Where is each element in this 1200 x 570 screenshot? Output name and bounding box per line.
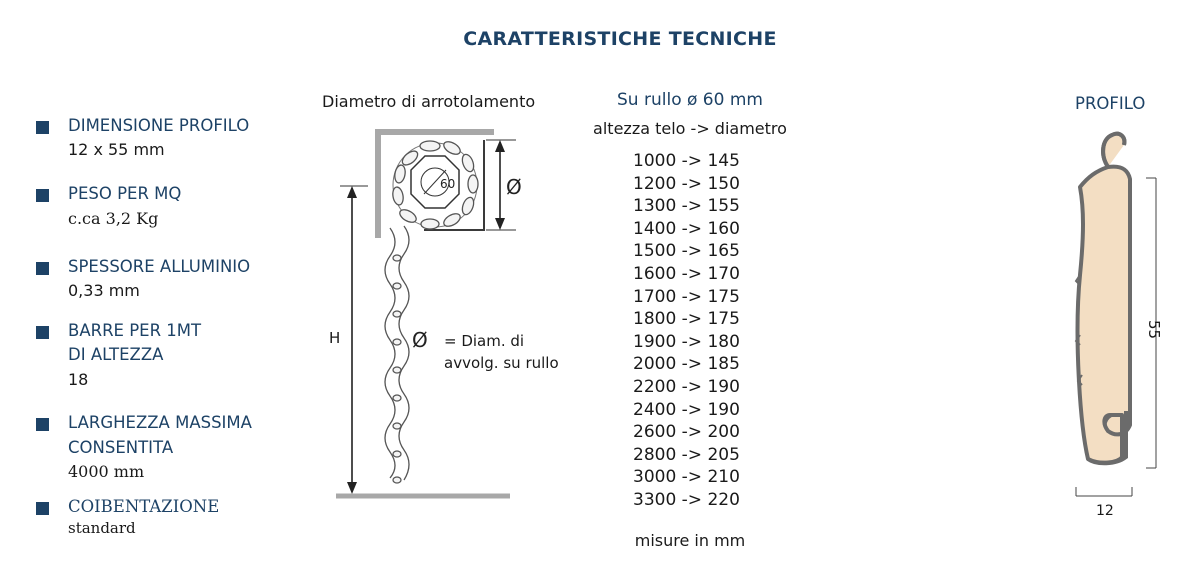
profile-body: [1078, 134, 1130, 463]
legend-line1: = Diam. di: [444, 332, 525, 350]
square-bullet-icon: [36, 326, 49, 339]
table-header: altezza telo -> diametro: [593, 119, 787, 138]
table-row: 1900 -> 180: [633, 331, 740, 352]
profile-title: PROFILO: [1075, 94, 1146, 113]
table-row: 3000 -> 210: [633, 467, 740, 488]
roll-diagram-title: Diametro di arrotolamento: [322, 92, 536, 111]
table-subtitle: Su rullo ø 60 mm: [617, 90, 763, 110]
spec-label: PESO PER MQ: [68, 184, 182, 203]
table-row: 1300 -> 155: [633, 196, 740, 217]
curtain-slats: [385, 226, 409, 483]
profile-width-dimension: 12: [1096, 503, 1114, 519]
table-row: 2400 -> 190: [633, 399, 740, 420]
spec-label-line1: LARGHEZZA MASSIMA: [68, 413, 252, 432]
spec-value: 18: [68, 370, 89, 389]
page-title: CARATTERISTICHE TECNICHE: [463, 28, 777, 50]
table-row: 1500 -> 165: [633, 241, 740, 262]
table-row: 1700 -> 175: [633, 286, 740, 307]
table-row: 1200 -> 150: [633, 173, 740, 194]
profile-height-dimension: 55: [1145, 320, 1163, 340]
table-row: 1400 -> 160: [633, 218, 740, 239]
spec-value: 12 x 55 mm: [68, 140, 165, 159]
spec-value: 4000 mm: [68, 462, 145, 481]
spec-value: 0,33 mm: [68, 281, 140, 300]
spec-label-line2: DI ALTEZZA: [68, 345, 164, 364]
table-row: 2600 -> 200: [633, 422, 740, 443]
spec-label-line1: BARRE PER 1MT: [68, 321, 202, 340]
legend-diameter-symbol: Ø: [412, 328, 428, 352]
square-bullet-icon: [36, 502, 49, 515]
profile-drawing: [1040, 125, 1190, 525]
height-label: H: [329, 329, 341, 347]
square-bullet-icon: [36, 262, 49, 275]
table-row: 2000 -> 185: [633, 354, 740, 375]
table-row: 1000 -> 145: [633, 151, 740, 171]
table-row: 3300 -> 220: [633, 489, 740, 510]
table-row: 1600 -> 170: [633, 263, 740, 284]
square-bullet-icon: [36, 121, 49, 134]
table-row: 2800 -> 205: [633, 444, 740, 465]
diameter-legend: [444, 330, 559, 374]
table-row: 1800 -> 175: [633, 309, 740, 330]
roll-diagram: [320, 118, 590, 508]
square-bullet-icon: [36, 189, 49, 202]
spec-label-line2: CONSENTITA: [68, 438, 174, 457]
spec-value: c.ca 3,2 Kg: [68, 209, 159, 228]
square-bullet-icon: [36, 418, 49, 431]
spec-label: SPESSORE ALLUMINIO: [68, 257, 251, 276]
spec-label: COIBENTAZIONE: [68, 497, 220, 516]
spec-value: standard: [68, 519, 136, 537]
table-footer: misure in mm: [634, 531, 746, 550]
spec-label: DIMENSIONE PROFILO: [68, 116, 250, 135]
table-row: 2200 -> 190: [633, 376, 740, 397]
diameter-symbol: Ø: [506, 175, 522, 199]
axle-diameter-label: 60: [440, 177, 456, 191]
table-rows: [633, 150, 740, 512]
legend-line2: avvolg. su rullo: [444, 354, 559, 372]
